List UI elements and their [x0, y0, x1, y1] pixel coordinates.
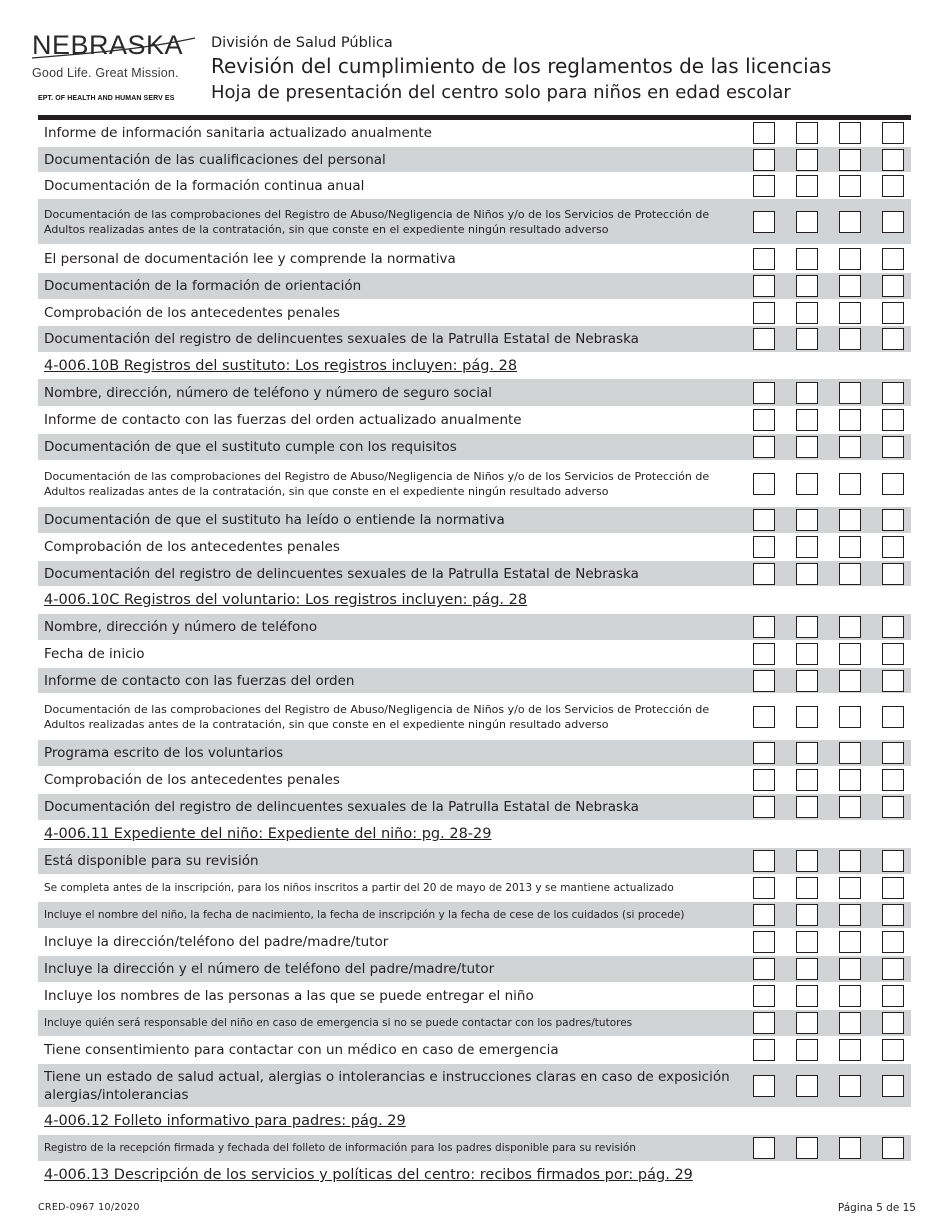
- checkbox-group: [751, 616, 911, 638]
- checklist-row: [38, 694, 911, 740]
- checkbox-4[interactable]: [882, 769, 904, 791]
- checklist-item-label: Comprobación de los antecedentes penales: [44, 772, 340, 788]
- checklist-item-label: Nombre, dirección, número de teléfono y número de seguro social: [44, 384, 492, 401]
- checkbox-1[interactable]: [753, 275, 775, 297]
- checkbox-group: [751, 275, 911, 297]
- checkbox-3[interactable]: [839, 850, 861, 872]
- checkbox-3[interactable]: [839, 742, 861, 764]
- checkbox-3[interactable]: [839, 409, 861, 431]
- checkbox-3[interactable]: [839, 643, 861, 665]
- checkbox-4[interactable]: [882, 328, 904, 350]
- checklist-row: [38, 1135, 911, 1162]
- checkbox-3[interactable]: [839, 706, 861, 728]
- checkbox-3[interactable]: [839, 1075, 861, 1097]
- checkbox-group: [751, 563, 911, 585]
- checklist-row: [38, 507, 911, 534]
- checkbox-4[interactable]: [882, 1137, 904, 1159]
- checkbox-2[interactable]: [796, 536, 818, 558]
- checkbox-3[interactable]: [839, 931, 861, 953]
- checkbox-group: [751, 931, 911, 953]
- checkbox-1[interactable]: [753, 769, 775, 791]
- section-heading-text: 4-006.12 Folleto informativo para padres: pág. 29: [44, 1113, 406, 1129]
- checkbox-3[interactable]: [839, 275, 861, 297]
- checklist-row: [38, 983, 911, 1010]
- checkbox-2[interactable]: [796, 175, 818, 197]
- checklist-item-label: Incluye los nombres de las personas a las que se puede entregar el niño: [44, 988, 534, 1004]
- checkbox-4[interactable]: [882, 1039, 904, 1061]
- checkbox-group: [751, 670, 911, 692]
- checkbox-3[interactable]: [839, 248, 861, 270]
- checkbox-2[interactable]: [796, 328, 818, 350]
- checkbox-2[interactable]: [796, 796, 818, 818]
- checkbox-group: [751, 985, 911, 1007]
- checkbox-1[interactable]: [753, 473, 775, 495]
- checklist-item-label: Incluye la dirección y el número de teléfono del padre/madre/tutor: [44, 961, 495, 977]
- checkbox-4[interactable]: [882, 850, 904, 872]
- checkbox-group: [751, 1039, 911, 1061]
- checklist-item-label: Documentación de las comprobaciones del Registro de Abuso/Negligencia de Niños y/o de los Servicios de Protección de Adultos realizadas antes de la contratación, sin que conste en el expediente ningún resultado adverso: [44, 207, 710, 236]
- checklist-row: [38, 929, 911, 956]
- checkbox-group: [751, 1075, 911, 1097]
- checklist-table: [38, 120, 911, 1189]
- checkbox-2[interactable]: [796, 985, 818, 1007]
- checkbox-1[interactable]: [753, 958, 775, 980]
- logo-department: EPT. OF HEALTH AND HUMAN SERV ES: [38, 95, 175, 102]
- checkbox-3[interactable]: [839, 211, 861, 233]
- checkbox-group: [751, 302, 911, 324]
- checklist-item-label: Comprobación de los antecedentes penales: [44, 539, 340, 555]
- checklist-row: [38, 199, 911, 245]
- checkbox-4[interactable]: [882, 248, 904, 270]
- checklist-item-label: Documentación de que el sustituto cumple con los requisitos: [44, 439, 457, 455]
- checkbox-1[interactable]: [753, 706, 775, 728]
- checkbox-3[interactable]: [839, 563, 861, 585]
- checkbox-1[interactable]: [753, 850, 775, 872]
- checkbox-4[interactable]: [882, 742, 904, 764]
- checklist-item-label: Registro de la recepción firmada y fechada del folleto de información para los padres disponible para su revisión: [44, 1142, 636, 1154]
- checkbox-4[interactable]: [882, 149, 904, 171]
- checkbox-2[interactable]: [796, 1075, 818, 1097]
- checklist-row: [38, 641, 911, 668]
- checkbox-group: [751, 509, 911, 531]
- checklist-item-label: Informe de contacto con las fuerzas del orden actualizado anualmente: [44, 412, 522, 428]
- section-heading-text: 4-006.10B Registros del sustituto: Los registros incluyen: pág. 28: [44, 357, 518, 374]
- checkbox-2[interactable]: [796, 931, 818, 953]
- checklist-item-label: Se completa antes de la inscripción, para los niños inscritos a partir del 20 de mayo de 2013 y se mantiene actualizado: [44, 882, 674, 894]
- checklist-row: [38, 767, 911, 794]
- checkbox-2[interactable]: [796, 382, 818, 404]
- checklist-row: [38, 614, 911, 641]
- checkbox-4[interactable]: [882, 563, 904, 585]
- checklist-item-label: Incluye quién será responsable del niño en caso de emergencia si no se puede contactar con los padres/tutores: [44, 1017, 633, 1029]
- checklist-item-label: Documentación de las comprobaciones del Registro de Abuso/Negligencia de Niños y/o de los Servicios de Protección de Adultos realizadas antes de la contratación, sin que conste en el expediente ningún resultado adverso: [44, 702, 710, 731]
- checklist-row: [38, 326, 911, 353]
- checkbox-4[interactable]: [882, 796, 904, 818]
- checklist-item-label: Incluye la dirección/teléfono del padre/madre/tutor: [44, 934, 389, 950]
- checkbox-4[interactable]: [882, 436, 904, 458]
- checkbox-2[interactable]: [796, 742, 818, 764]
- section-heading-text: 4-006.10C Registros del voluntario: Los registros incluyen: pág. 28: [44, 592, 528, 608]
- logo-tagline: Good Life. Great Mission.: [32, 66, 179, 80]
- checkbox-1[interactable]: [753, 796, 775, 818]
- checkbox-group: [751, 536, 911, 558]
- checklist-item-label: Tiene un estado de salud actual, alergias o intolerancias e instrucciones claras en caso de exposición alergias/intolerancias: [44, 1068, 730, 1103]
- checkbox-1[interactable]: [753, 175, 775, 197]
- checkbox-2[interactable]: [796, 769, 818, 791]
- checkbox-2[interactable]: [796, 904, 818, 926]
- checkbox-group: [751, 904, 911, 926]
- checklist-item-label: Comprobación de los antecedentes penales: [44, 304, 340, 321]
- section-heading-text: 4-006.11 Expediente del niño: Expediente del niño: pg. 28-29: [44, 826, 492, 842]
- checkbox-group: [751, 643, 911, 665]
- checkbox-2[interactable]: [796, 122, 818, 144]
- checkbox-2[interactable]: [796, 706, 818, 728]
- checklist-item-label: Documentación del registro de delincuentes sexuales de la Patrulla Estatal de Nebraska: [44, 565, 639, 582]
- checkbox-3[interactable]: [839, 382, 861, 404]
- checkbox-1[interactable]: [753, 1075, 775, 1097]
- checkbox-2[interactable]: [796, 275, 818, 297]
- checkbox-group: [751, 1012, 911, 1034]
- checkbox-1[interactable]: [753, 211, 775, 233]
- section-heading: [38, 821, 911, 848]
- logo-wordmark: NEBRASKA: [32, 30, 184, 60]
- checkbox-4[interactable]: [882, 509, 904, 531]
- checkbox-group: [751, 877, 911, 899]
- checkbox-2[interactable]: [796, 248, 818, 270]
- checkbox-1[interactable]: [753, 302, 775, 324]
- nebraska-dhhs-logo: [30, 30, 200, 110]
- checkbox-1[interactable]: [753, 509, 775, 531]
- checkbox-group: [751, 248, 911, 270]
- checklist-item-label: El personal de documentación lee y comprende la normativa: [44, 250, 456, 267]
- checkbox-1[interactable]: [753, 742, 775, 764]
- checkbox-4[interactable]: [882, 616, 904, 638]
- checkbox-2[interactable]: [796, 1039, 818, 1061]
- checklist-item-label: Programa escrito de los voluntarios: [44, 745, 284, 761]
- checkbox-1[interactable]: [753, 1137, 775, 1159]
- checklist-row: [38, 379, 911, 407]
- checkbox-1[interactable]: [753, 1012, 775, 1034]
- page-subtitle: Hoja de presentación del centro solo para niños en edad escolar: [211, 82, 791, 103]
- checklist-row: [38, 434, 911, 461]
- checklist-row: [38, 561, 911, 587]
- checkbox-2[interactable]: [796, 958, 818, 980]
- checkbox-4[interactable]: [882, 409, 904, 431]
- checkbox-3[interactable]: [839, 473, 861, 495]
- checklist-row: [38, 668, 911, 694]
- checkbox-4[interactable]: [882, 211, 904, 233]
- checkbox-1[interactable]: [753, 1039, 775, 1061]
- checkbox-1[interactable]: [753, 985, 775, 1007]
- checkbox-group: [751, 850, 911, 872]
- checkbox-3[interactable]: [839, 1137, 861, 1159]
- checkbox-1[interactable]: [753, 536, 775, 558]
- checkbox-group: [751, 742, 911, 764]
- checkbox-3[interactable]: [839, 509, 861, 531]
- checkbox-4[interactable]: [882, 302, 904, 324]
- checkbox-group: [751, 1137, 911, 1159]
- checkbox-4[interactable]: [882, 1012, 904, 1034]
- checkbox-4[interactable]: [882, 1075, 904, 1097]
- checklist-item-label: Documentación de la formación continua anual: [44, 177, 365, 194]
- section-heading: [38, 587, 911, 614]
- checkbox-4[interactable]: [882, 877, 904, 899]
- checkbox-group: [751, 796, 911, 818]
- checkbox-3[interactable]: [839, 302, 861, 324]
- checkbox-3[interactable]: [839, 175, 861, 197]
- checklist-item-label: Incluye el nombre del niño, la fecha de nacimiento, la fecha de inscripción y la fecha de cese de los cuidados (si procede): [44, 909, 685, 921]
- section-heading-text: 4-006.13 Descripción de los servicios y políticas del centro: recibos firmados por: pág. 29: [44, 1167, 693, 1183]
- checkbox-2[interactable]: [796, 149, 818, 171]
- checkbox-group: [751, 769, 911, 791]
- checkbox-3[interactable]: [839, 958, 861, 980]
- checklist-item-label: Documentación de que el sustituto ha leído o entiende la normativa: [44, 512, 505, 528]
- checklist-row: [38, 794, 911, 821]
- checkbox-2[interactable]: [796, 877, 818, 899]
- section-heading: [38, 353, 911, 379]
- checkbox-2[interactable]: [796, 670, 818, 692]
- checkbox-2[interactable]: [796, 409, 818, 431]
- checkbox-3[interactable]: [839, 149, 861, 171]
- checkbox-2[interactable]: [796, 211, 818, 233]
- checkbox-2[interactable]: [796, 1137, 818, 1159]
- checklist-row: [38, 300, 911, 326]
- checkbox-4[interactable]: [882, 985, 904, 1007]
- checkbox-1[interactable]: [753, 149, 775, 171]
- checkbox-group: [751, 409, 911, 431]
- checkbox-3[interactable]: [839, 796, 861, 818]
- checkbox-1[interactable]: [753, 122, 775, 144]
- checkbox-group: [751, 149, 911, 171]
- checklist-row: [38, 1037, 911, 1064]
- checkbox-4[interactable]: [882, 904, 904, 926]
- checklist-row: [38, 120, 911, 147]
- checklist-row: [38, 1010, 911, 1037]
- checklist-row: [38, 875, 911, 902]
- page-number: Página 5 de 15: [837, 1202, 916, 1214]
- checklist-item-label: Está disponible para su revisión: [44, 853, 259, 869]
- checklist-row: [38, 956, 911, 983]
- checkbox-4[interactable]: [882, 643, 904, 665]
- checkbox-group: [751, 473, 911, 495]
- checklist-item-label: Nombre, dirección y número de teléfono: [44, 619, 318, 635]
- section-heading: [38, 1162, 911, 1189]
- checkbox-2[interactable]: [796, 509, 818, 531]
- checkbox-2[interactable]: [796, 473, 818, 495]
- checkbox-3[interactable]: [839, 904, 861, 926]
- checkbox-4[interactable]: [882, 175, 904, 197]
- checkbox-2[interactable]: [796, 563, 818, 585]
- checkbox-2[interactable]: [796, 850, 818, 872]
- checklist-row: [38, 245, 911, 273]
- page-title: Revisión del cumplimiento de los reglamentos de las licencias: [211, 54, 832, 78]
- checkbox-3[interactable]: [839, 1012, 861, 1034]
- checkbox-4[interactable]: [882, 670, 904, 692]
- checkbox-2[interactable]: [796, 643, 818, 665]
- checklist-item-label: Informe de información sanitaria actualizado anualmente: [44, 125, 432, 141]
- checkbox-2[interactable]: [796, 616, 818, 638]
- checklist-row: [38, 173, 911, 199]
- checkbox-3[interactable]: [839, 536, 861, 558]
- checklist-row: [38, 848, 911, 875]
- checkbox-1[interactable]: [753, 563, 775, 585]
- checkbox-1[interactable]: [753, 409, 775, 431]
- checkbox-4[interactable]: [882, 958, 904, 980]
- checklist-item-label: Documentación de las cualificaciones del personal: [44, 151, 386, 168]
- form-code: CRED-0967 10/2020: [38, 1202, 140, 1213]
- checkbox-2[interactable]: [796, 436, 818, 458]
- checklist-item-label: Documentación del registro de delincuentes sexuales de la Patrulla Estatal de Nebraska: [44, 799, 639, 815]
- checkbox-3[interactable]: [839, 436, 861, 458]
- checklist-row: [38, 1064, 911, 1108]
- checkbox-group: [751, 706, 911, 728]
- checkbox-1[interactable]: [753, 670, 775, 692]
- checklist-item-label: Tiene consentimiento para contactar con un médico en caso de emergencia: [44, 1042, 559, 1058]
- checklist-item-label: Documentación de las comprobaciones del Registro de Abuso/Negligencia de Niños y/o de los Servicios de Protección de Adultos realizadas antes de la contratación, sin que conste en el expediente ningún resultado adverso: [44, 469, 710, 498]
- checkbox-4[interactable]: [882, 275, 904, 297]
- checkbox-3[interactable]: [839, 877, 861, 899]
- checkbox-group: [751, 175, 911, 197]
- checkbox-1[interactable]: [753, 616, 775, 638]
- checkbox-3[interactable]: [839, 122, 861, 144]
- checkbox-4[interactable]: [882, 931, 904, 953]
- checkbox-1[interactable]: [753, 248, 775, 270]
- checklist-item-label: Informe de contacto con las fuerzas del orden: [44, 672, 355, 689]
- checkbox-1[interactable]: [753, 931, 775, 953]
- checkbox-1[interactable]: [753, 904, 775, 926]
- checkbox-group: [751, 328, 911, 350]
- checkbox-group: [751, 382, 911, 404]
- checkbox-4[interactable]: [882, 382, 904, 404]
- checklist-row: [38, 534, 911, 561]
- checkbox-group: [751, 211, 911, 233]
- checkbox-4[interactable]: [882, 122, 904, 144]
- checkbox-group: [751, 436, 911, 458]
- checkbox-group: [751, 958, 911, 980]
- checkbox-3[interactable]: [839, 769, 861, 791]
- checkbox-4[interactable]: [882, 536, 904, 558]
- checklist-row: [38, 147, 911, 173]
- checklist-row: [38, 740, 911, 767]
- checkbox-1[interactable]: [753, 328, 775, 350]
- checkbox-1[interactable]: [753, 643, 775, 665]
- checkbox-3[interactable]: [839, 328, 861, 350]
- checklist-item-label: Documentación de la formación de orientación: [44, 278, 362, 294]
- checkbox-3[interactable]: [839, 616, 861, 638]
- checkbox-3[interactable]: [839, 985, 861, 1007]
- checkbox-1[interactable]: [753, 877, 775, 899]
- checklist-row: [38, 461, 911, 507]
- checkbox-3[interactable]: [839, 1039, 861, 1061]
- checkbox-3[interactable]: [839, 670, 861, 692]
- checkbox-1[interactable]: [753, 382, 775, 404]
- checklist-row: [38, 902, 911, 929]
- checkbox-4[interactable]: [882, 473, 904, 495]
- checklist-item-label: Fecha de inicio: [44, 646, 145, 662]
- checkbox-4[interactable]: [882, 706, 904, 728]
- checkbox-2[interactable]: [796, 302, 818, 324]
- section-heading: [38, 1108, 911, 1135]
- checklist-row: [38, 407, 911, 434]
- division-name: División de Salud Pública: [211, 35, 393, 51]
- checkbox-2[interactable]: [796, 1012, 818, 1034]
- checklist-item-label: Documentación del registro de delincuentes sexuales de la Patrulla Estatal de Nebraska: [44, 331, 639, 347]
- checkbox-group: [751, 122, 911, 144]
- checkbox-1[interactable]: [753, 436, 775, 458]
- checklist-row: [38, 273, 911, 300]
